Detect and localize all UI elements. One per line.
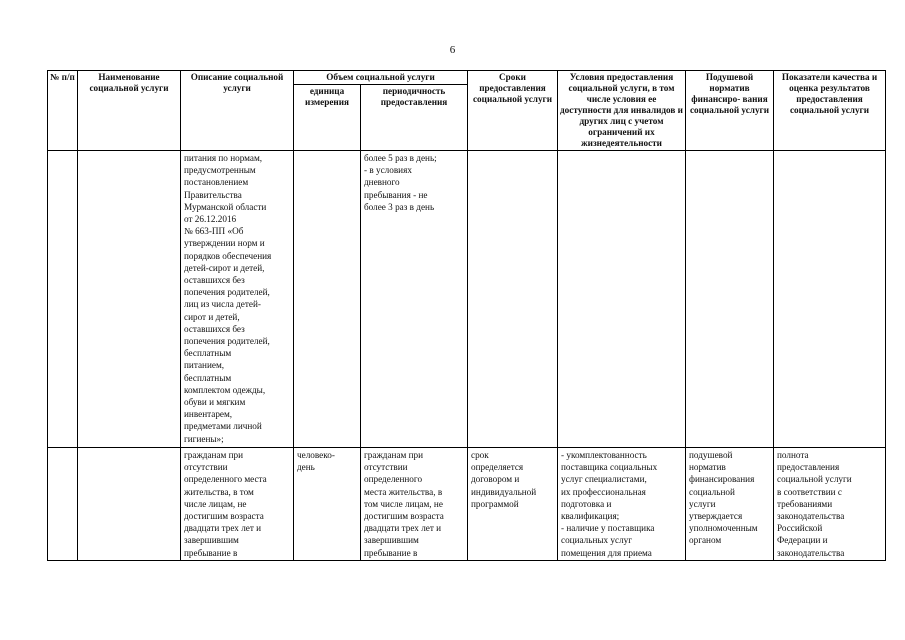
cell-terms: срок определяется договором и индивидуальной программой xyxy=(468,448,558,561)
services-table xyxy=(47,70,886,561)
header-norm: Подушевой норматив финансиро- вания социальной услуги xyxy=(686,71,774,151)
table-header xyxy=(48,71,886,151)
cell-norm xyxy=(686,151,774,448)
table-row xyxy=(48,448,886,561)
header-periodicity: периодичность предоставления xyxy=(361,85,468,151)
header-description: Описание социальной услуги xyxy=(181,71,294,151)
page-number: 6 xyxy=(449,44,456,56)
cell-periodicity: более 5 раз в день; - в условиях дневного пребывания - не более 3 раз в день xyxy=(361,151,468,448)
cell-indicators: полнота предоставления социальной услуги в соответствии с требованиями законодательства Российской Федерации и законодательства xyxy=(774,448,886,561)
cell-conditions: - укомплектованность поставщика социальных услуг специалистами, их профессиональная подготовка и квалификация; - наличие у поставщика социальных услуг помещения для приема xyxy=(558,448,686,561)
cell-indicators xyxy=(774,151,886,448)
table-row xyxy=(48,151,886,448)
header-name: Наименование социальной услуги xyxy=(78,71,181,151)
cell-conditions xyxy=(558,151,686,448)
header-volume: Объем социальной услуги xyxy=(294,71,468,85)
cell-description: питания по нормам, предусмотренным постановлением Правительства Мурманской области от 26.12.2016 № 663-ПП «Об утверждении норм и порядков обеспечения детей-сирот и детей, оставшихся без попечения родителей, лиц из числа детей- сирот и детей, оставшихся без попечения родителей, бесплатным питанием, бесплатным комплектом одежды, обуви и мягким инвентарем, предметами личной гигиены»; xyxy=(181,151,294,448)
cell-num xyxy=(48,448,78,561)
cell-unit xyxy=(294,151,361,448)
cell-num xyxy=(48,151,78,448)
cell-terms xyxy=(468,151,558,448)
cell-name xyxy=(78,448,181,561)
header-num: № п/п xyxy=(48,71,78,151)
cell-norm: подушевой норматив финансирования социальной услуги утверждается уполномоченным органом xyxy=(686,448,774,561)
cell-name xyxy=(78,151,181,448)
cell-description: гражданам при отсутствии определенного места жительства, в том числе лицам, не достигшим возраста двадцати трех лет и завершившим пребывание в xyxy=(181,448,294,561)
cell-periodicity: гражданам при отсутствии определенного места жительства, в том числе лицам, не достигшим возраста двадцати трех лет и завершившим пребывание в xyxy=(361,448,468,561)
header-unit: единица измерения xyxy=(294,85,361,151)
cell-unit: человеко- день xyxy=(294,448,361,561)
header-terms: Сроки предоставления социальной услуги xyxy=(468,71,558,151)
header-conditions: Условия предоставления социальной услуги, в том числе условия ее доступности для инвалидов и других лиц с учетом ограничений их жизнедеятельности xyxy=(558,71,686,151)
header-indicators: Показатели качества и оценка результатов предоставления социальной услуги xyxy=(774,71,886,151)
